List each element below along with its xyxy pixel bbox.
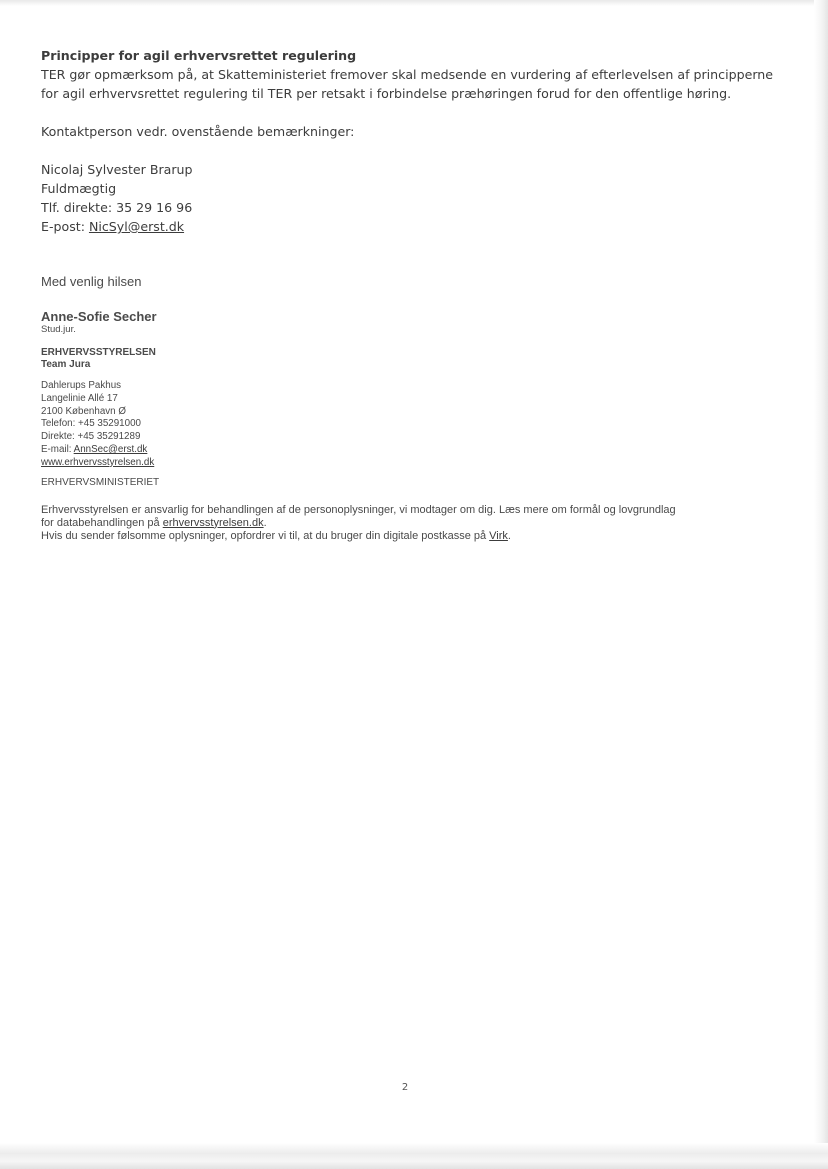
address-line-2: Langelinie Allé 17 <box>41 392 118 404</box>
contact-email-label: E-post: <box>41 219 89 234</box>
signature-telefon: Telefon: +45 35291000 <box>41 418 141 430</box>
legal-line-2 <box>41 517 801 530</box>
page-number: 2 <box>401 1082 409 1093</box>
signature-email-label: E-mail: <box>41 443 74 455</box>
contact-email <box>41 217 781 236</box>
signature-direkte: Direkte: +45 35291289 <box>41 431 141 443</box>
signature-website <box>41 457 801 470</box>
virk-link[interactable]: Virk <box>489 529 508 542</box>
legal-website-link[interactable]: erhvervsstyrelsen.dk <box>162 516 264 529</box>
contact-phone-label: Tlf. direkte: <box>41 200 117 215</box>
signature-name: Anne-Sofie Secher <box>41 309 157 324</box>
address-line-1: Dahlerups Pakhus <box>41 380 122 391</box>
section-heading: Principper for agil erhvervsrettet regulering <box>41 48 357 63</box>
legal-line-2-prefix: for databehandlingen på <box>41 516 163 529</box>
signature-email-link[interactable]: AnnSec@erst.dk <box>73 443 148 455</box>
contact-phone <box>41 198 781 217</box>
scan-top-edge <box>0 0 828 6</box>
legal-line-1: Erhvervsstyrelsen er ansvarlig for behandlingen af de personoplysninger, vi modtager om dig. Læs mere om formål og lovgrundlag <box>41 503 676 516</box>
main-text <box>41 46 781 236</box>
closing-greeting: Med venlig hilsen <box>41 274 142 289</box>
legal-line-3 <box>41 530 801 543</box>
scan-right-edge <box>814 0 828 1169</box>
section-body-line-1: TER gør opmærksom på, at Skatteministeriet fremover skal medsende en vurdering af efterlevelsen af principperne <box>41 67 773 82</box>
contact-intro: Kontaktperson vedr. ovenstående bemærkninger: <box>41 124 355 139</box>
signature-website-link[interactable]: www.erhvervsstyrelsen.dk <box>41 456 155 468</box>
contact-email-link[interactable]: NicSyl@erst.dk <box>88 219 185 234</box>
contact-phone-number: 35 29 16 96 <box>116 200 193 215</box>
legal-line-3-suffix: . <box>507 529 511 542</box>
signature-title: Stud.jur. <box>41 324 76 335</box>
signature-email <box>41 444 801 457</box>
signature-organization: ERHVERVSSTYRELSEN <box>41 347 156 358</box>
signature-team: Team Jura <box>41 359 91 370</box>
scan-bottom-edge <box>0 1143 828 1169</box>
address-line-3: 2100 København Ø <box>41 405 126 417</box>
signature-ministry: ERHVERVSMINISTERIET <box>41 476 160 488</box>
contact-name: Nicolaj Sylvester Brarup <box>41 162 193 177</box>
email-signature <box>41 274 801 543</box>
contact-role: Fuldmægtig <box>41 181 117 196</box>
legal-line-2-suffix: . <box>263 516 267 529</box>
section-body-line-2: for agil erhvervsrettet regulering til TER per retsakt i forbindelse præhøringen forud for den offentlige høring. <box>41 86 732 101</box>
legal-line-3-prefix: Hvis du sender følsomme oplysninger, opfordrer vi til, at du bruger din digitale postkasse på <box>41 529 490 542</box>
